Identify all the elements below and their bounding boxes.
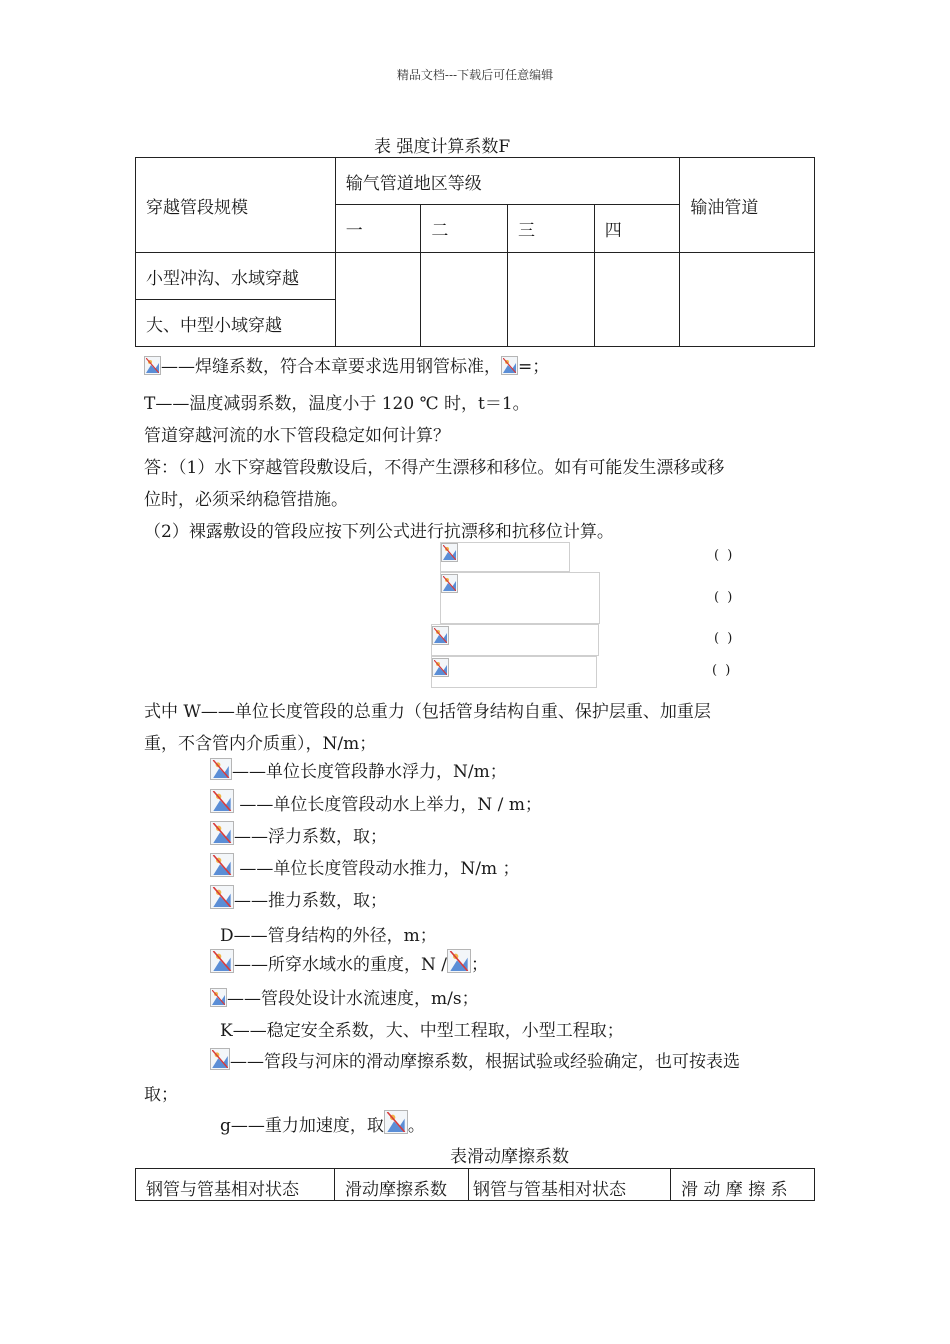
- definition-mu: ——管段与河床的滑动摩擦系数，根据试验或经验确定，也可按表选: [210, 1048, 740, 1073]
- missing-image-icon: [432, 658, 449, 677]
- header-friction-1: 滑动摩擦系数: [335, 1169, 469, 1201]
- definition-w-line-2: 重，不含管内介质重），N/m；: [144, 734, 377, 754]
- formula-image: [431, 656, 597, 688]
- page-header: 精品文档---下载后可任意编辑: [396, 68, 554, 82]
- cell-empty: [335, 253, 421, 347]
- definition-mu-cont: 取；: [144, 1085, 178, 1105]
- definition-d: D——管身结构的外径，m；: [220, 926, 437, 946]
- cell-empty: [421, 253, 508, 347]
- friction-coefficient-table: [135, 1168, 815, 1201]
- definition-cy: ——浮力系数，取；: [210, 821, 387, 848]
- answer-line-2: 位时，必须采纳稳管措施。: [144, 490, 348, 510]
- answer-line-3: （2）裸露敷设的管段应按下列公式进行抗漂移和抗移位计算。: [144, 522, 614, 542]
- temperature-line: T——温度减弱系数，温度小于 120 ℃ 时，t＝1。: [144, 394, 530, 414]
- missing-image-icon: [447, 949, 471, 973]
- definition-w-line-1: 式中 W——单位长度管段的总重力（包括管身结构自重、保护层重、加重层: [144, 702, 711, 722]
- definition-fs: ——单位长度管段静水浮力，N/m；: [210, 758, 507, 783]
- answer-line-1: 答：（1）水下穿越管段敷设后，不得产生漂移和移位。如有可能发生漂移或移: [144, 458, 725, 478]
- equation-number: ( ): [712, 663, 733, 678]
- missing-image-icon: [210, 821, 234, 845]
- equation-number: ( ): [714, 631, 735, 646]
- definition-gamma: ——所穿水域水的重度，N / ；: [210, 949, 488, 976]
- cell-empty: [508, 253, 595, 347]
- missing-image-icon: [441, 543, 458, 562]
- header-state-2: 钢管与管基相对状态: [469, 1169, 671, 1201]
- question-line: 管道穿越河流的水下管段稳定如何计算？: [144, 426, 450, 446]
- definition-k: K——稳定安全系数，大、中型工程取，小型工程取；: [220, 1021, 624, 1041]
- definition-v: ——管段处设计水流速度，m/s；: [210, 988, 479, 1010]
- equation-number: ( ): [714, 590, 735, 605]
- row-large-crossing: 大、中型小域穿越: [136, 300, 336, 347]
- definition-cx: ——推力系数，取；: [210, 885, 387, 912]
- missing-image-icon: [441, 574, 458, 593]
- formula-image: [440, 542, 570, 572]
- definition-g: g——重力加速度，取 。: [220, 1110, 425, 1137]
- missing-image-icon: [210, 885, 234, 909]
- header-oil: 输油管道: [680, 158, 815, 253]
- missing-image-icon: [501, 356, 518, 375]
- definition-fy: ——单位长度管段动水上举力，N / m；: [210, 789, 542, 816]
- class-2: 二: [421, 205, 508, 253]
- class-3: 三: [508, 205, 595, 253]
- header-state-1: 钢管与管基相对状态: [136, 1169, 335, 1201]
- table2-caption: 表滑动摩擦系数: [450, 1147, 569, 1167]
- cell-empty: [594, 253, 680, 347]
- missing-image-icon: [210, 949, 234, 973]
- missing-image-icon: [144, 356, 161, 375]
- equation-number: ( ): [714, 548, 735, 563]
- header-gas-class: 输气管道地区等级: [335, 158, 680, 205]
- missing-image-icon: [210, 758, 232, 780]
- header-scale: 穿越管段规模: [136, 158, 336, 253]
- formula-image: [440, 572, 600, 624]
- missing-image-icon: [210, 1048, 230, 1070]
- class-1: 一: [335, 205, 421, 253]
- missing-image-icon: [432, 626, 449, 645]
- table1-caption: 表 强度计算系数F: [374, 137, 511, 157]
- row-small-crossing: 小型冲沟、水域穿越: [136, 253, 336, 300]
- cell-empty: [680, 253, 815, 347]
- weld-coefficient-line: ——焊缝系数，符合本章要求选用钢管标准， =；: [144, 356, 549, 378]
- header-friction-2: 滑 动 摩 擦 系: [671, 1169, 815, 1201]
- missing-image-icon: [384, 1110, 408, 1134]
- class-4: 四: [594, 205, 680, 253]
- definition-fx: ——单位长度管段动水推力，N/m ；: [210, 853, 520, 880]
- missing-image-icon: [210, 988, 227, 1007]
- strength-coefficient-table: [135, 157, 815, 347]
- missing-image-icon: [210, 789, 234, 813]
- missing-image-icon: [210, 853, 234, 877]
- formula-image: [431, 624, 599, 656]
